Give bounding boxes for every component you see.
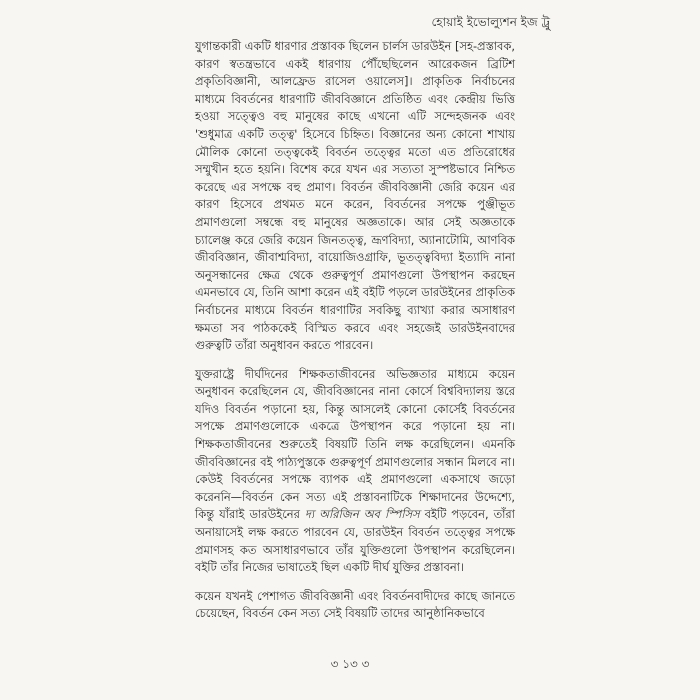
paragraph-1	[195, 38, 515, 355]
paragraph-2-text-b: বইটি পড়বেন, তাঁরা অনায়াসেই লক্ষ করতে পারবেন যে, ডারউইন বিবর্তন তত্ত্বের সপক্ষে প্রমাণসহ কত অসাধারণভাবে তাঁর যুক্তিগুলো উপস্থাপন করেছিলেন। বইটি তাঁর নিজের ভাষাতেই ছিল একটি দীর্ঘ যুক্তির প্রস্তাবনা।	[195, 507, 515, 575]
page-number: ৩ ১৩ ৩	[330, 657, 370, 671]
paragraph-3-text: কয়েন যখনই পেশাগত জীববিজ্ঞানী এবং বিবর্তনবাদীদের কাছে জানতে চেয়েছেন, বিবর্তন কেন সত্য সেই বিষয়টি তাদের আনুষ্ঠানিকভাবে	[195, 588, 515, 621]
body-text	[195, 38, 515, 634]
paragraph-3	[195, 588, 515, 623]
paragraph-2	[195, 366, 515, 577]
book-title: দ্য অরিজিন অব স্পিসিস	[304, 507, 420, 522]
running-header: হোয়াই ইভোল্যুশন ইজ ট্রু	[431, 15, 550, 29]
paragraph-1-text: যুগান্তকারী একটি ধারণার প্রস্তাবক ছিলেন চার্লস ডারউইন [সহ-প্রস্তাবক, কারণ স্বতন্ত্রভাবে একই ধারণায় পৌঁছেছিলেন আরেকজন ব্রিটিশ প্রকৃতিবিজ্ঞানী, আলফ্রেড রাসেল ওয়ালেস]। প্রাকৃতিক নির্বাচনের মাধ্যমে বিবর্তনের ধারণাটি জীববিজ্ঞানে প্রতিষ্ঠিত এবং কেন্দ্রীয় ভিত্তি হওয়া সত্ত্বেও বহু মানুষের কাছে এখনো এটি সন্দেহজনক এবং 'শুধুমাত্র একটি তত্ত্ব' হিসেবে চিহ্নিত। বিজ্ঞানের অন্য কোনো শাখায় মৌলিক কোনো তত্ত্বকেই বিবর্তন তত্ত্বের মতো এত প্রতিরোধের সম্মুখীন হতে হয়নি। বিশেষ করে যখন এর সত্যতা সুস্পষ্টভাবে নিশ্চিত করেছে এর সপক্ষে বহু প্রমাণ। বিবর্তন জীববিজ্ঞানী জেরি কয়েন এর কারণ হিসেবে প্রথমত মনে করেন, বিবর্তনের সপক্ষে পুঞ্জীভূত প্রমাণগুলো সম্বন্ধে বহু মানুষের অজ্ঞতাকে। আর সেই অজ্ঞতাকে চ্যালেঞ্জ করে জেরি কয়েন জিনতত্ত্ব, ভ্রূণবিদ্যা, অ্যানাটোমি, আণবিক জীববিজ্ঞান, জীবাশ্মবিদ্যা, বায়োজিওগ্রাফি, ভূতত্ত্ববিদ্যা ইত্যাদি নানা অনুসন্ধানের ক্ষেত্র থেকে গুরুত্বপূর্ণ প্রমাণগুলো উপস্থাপন করছেন এমনভাবে যে, তিনি আশা করেন এই বইটি পড়লে ডারউইনের প্রাকৃতিক নির্বাচনের মাধ্যমে বিবর্তন ধারণাটির সবকিছু ব্যাখ্যা করার অসাধারণ ক্ষমতা সব পাঠককেই বিস্মিত করবে এবং সহজেই ডারউইনবাদের গুরুত্বটি তাঁরা অনুধাবন করতে পারবেন।	[195, 39, 515, 353]
paragraph-2-text-a: যুক্তরাষ্ট্রে দীর্ঘদিনের শিক্ষকতাজীবনের অভিজ্ঞতার মাধ্যমে কয়েন অনুধাবন করেছিলেন যে, জীববিজ্ঞানের নানা কোর্সে বিশ্ববিদ্যালয় স্তরে যদিও বিবর্তন পড়ানো হয়, কিন্তু আসলেই কোনো কোর্সেই বিবর্তনের সপক্ষে প্রমাণগুলোকে একত্রে উপস্থাপন করে পড়ানো হয় না। শিক্ষকতাজীবনের শুরুতেই বিষয়টি তিনি লক্ষ করেছিলেন। এমনকি জীববিজ্ঞানের বই পাঠ্যপুস্তকে গুরুত্বপূর্ণ প্রমাণগুলোর সন্ধান মিলবে না। কেউই বিবর্তনের সপক্ষে ব্যাপক এই প্রমাণগুলো একসাথে জড়ো করেননি—বিবর্তন কেন সত্য এই প্রস্তাবনাটিকে শিক্ষাদানের উদ্দেশ্যে, কিন্তু যাঁরাই ডারউইনের	[195, 366, 515, 522]
